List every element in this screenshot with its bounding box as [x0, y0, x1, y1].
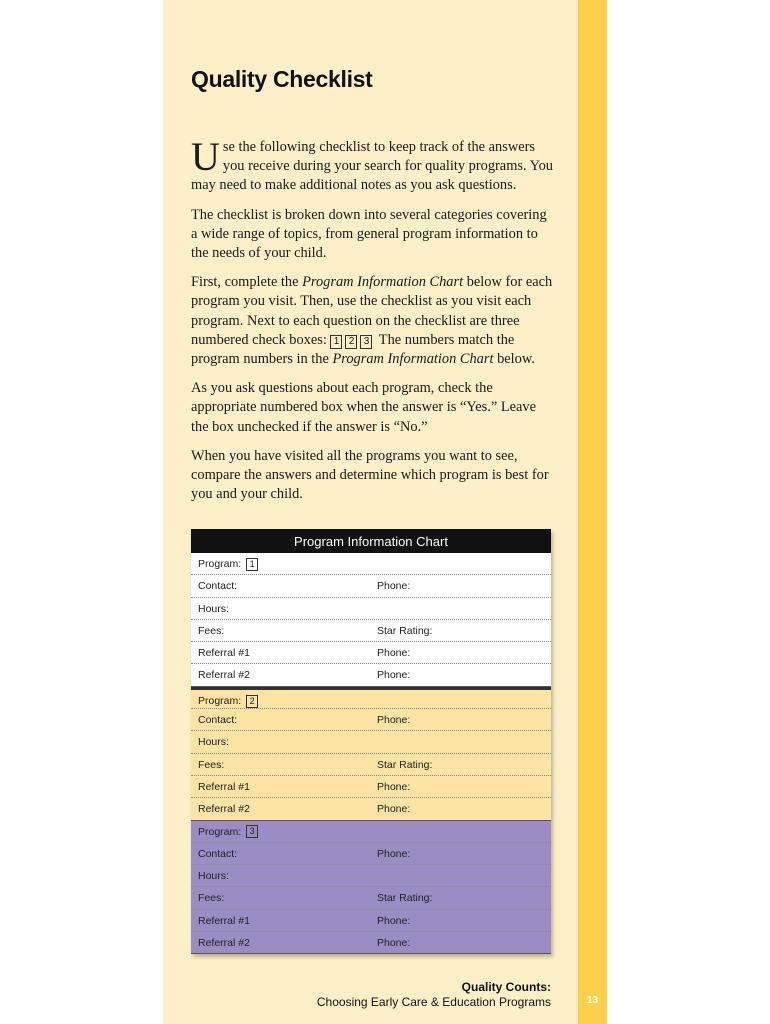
page-title: Quality Checklist [191, 66, 373, 92]
star-rating-label: Star Rating: [377, 624, 433, 637]
program-row[interactable] [191, 553, 551, 575]
p3-text-b: below for each program you visit. Then, use the checklist as you visit each program. Next to each question on the checklist are three numbered check boxes: [191, 274, 553, 348]
page-number: 13 [586, 995, 599, 1006]
fees-row[interactable] [191, 620, 551, 642]
p3-text-c: The numbers match the program numbers in the [191, 331, 515, 368]
referral-2-label: Referral #2 [198, 937, 250, 950]
intro-paragraph-3 [191, 273, 556, 369]
referral-2-row[interactable] [191, 932, 551, 954]
hours-label: Hours: [198, 602, 229, 615]
phone-label: Phone: [377, 647, 411, 660]
contact-label: Contact: [198, 714, 238, 727]
referral-1-row[interactable] [191, 776, 551, 798]
fees-label: Fees: [198, 892, 225, 905]
hours-row[interactable] [191, 598, 551, 620]
star-rating-label: Star Rating: [377, 892, 433, 905]
phone-label: Phone: [377, 580, 411, 593]
contact-row[interactable] [191, 575, 551, 597]
fees-row[interactable] [191, 754, 551, 776]
phone-label: Phone: [377, 847, 411, 860]
check-box-2: 2 [345, 335, 357, 349]
p3-text-d: below. [493, 351, 535, 368]
program-label: Program: [198, 694, 242, 707]
intro-paragraph-4: As you ask questions about each program, check the appropriate numbered box when the answer is “Yes.” Leave the box unchecked if the answer is “No.” [191, 380, 536, 435]
hours-row[interactable] [191, 731, 551, 753]
intro-text [191, 134, 556, 514]
phone-label: Phone: [377, 803, 411, 816]
chart-title: Program Information Chart [191, 529, 551, 553]
program-group-3 [191, 821, 551, 955]
phone-label: Phone: [377, 714, 411, 727]
contact-label: Contact: [198, 847, 238, 860]
footer [317, 980, 551, 1010]
referral-1-row[interactable] [191, 642, 551, 664]
contact-row[interactable] [191, 709, 551, 731]
program-label: Program: [198, 558, 242, 570]
referral-1-row[interactable] [191, 910, 551, 932]
referral-2-row[interactable] [191, 798, 551, 820]
program-row[interactable] [191, 821, 551, 843]
referral-2-label: Referral #2 [198, 669, 250, 682]
program-group-1 [191, 553, 551, 687]
contact-row[interactable] [191, 843, 551, 865]
referral-2-row[interactable] [191, 664, 551, 686]
star-rating-label: Star Rating: [377, 758, 433, 771]
intro-paragraph-1 [191, 134, 556, 196]
referral-2-label: Referral #2 [198, 803, 250, 816]
fees-row[interactable] [191, 887, 551, 909]
intro-paragraph-1-text: se the following checklist to keep track of the answers you receive during your search for quality programs. You may need to make additional notes as you ask questions. [191, 139, 553, 194]
program-number-box: 1 [246, 558, 258, 571]
intro-paragraph-5: When you have visited all the programs you want to see, compare the answers and determine which program is best for you and your child. [191, 447, 549, 503]
program-row[interactable] [191, 687, 551, 709]
p3-text-a: First, complete the [191, 274, 303, 291]
fees-label: Fees: [198, 624, 225, 637]
hours-label: Hours: [198, 736, 229, 749]
program-number-box: 3 [246, 825, 258, 838]
program-information-chart [191, 529, 551, 954]
phone-label: Phone: [377, 937, 411, 950]
fees-label: Fees: [198, 758, 225, 771]
program-number-box: 2 [246, 695, 258, 708]
check-box-3: 3 [360, 335, 372, 349]
footer-series-title: Quality Counts: [461, 980, 551, 994]
phone-label: Phone: [377, 914, 411, 927]
phone-label: Phone: [377, 780, 411, 793]
contact-label: Contact: [198, 580, 238, 593]
referral-1-label: Referral #1 [198, 780, 250, 793]
p3-chart-name-1: Program Information Chart [302, 274, 464, 291]
program-group-2 [191, 687, 551, 821]
phone-label: Phone: [377, 669, 411, 682]
check-box-1: 1 [330, 335, 342, 349]
side-tab-strip [578, 0, 607, 1024]
referral-1-label: Referral #1 [198, 914, 250, 927]
referral-1-label: Referral #1 [198, 647, 250, 660]
hours-label: Hours: [198, 870, 229, 883]
p3-chart-name-2: Program Information Chart [332, 351, 494, 368]
drop-cap: U [191, 134, 220, 179]
intro-paragraph-2: The checklist is broken down into several categories covering a wide range of topics, from general program information to the needs of your child. [191, 206, 547, 262]
program-label: Program: [198, 825, 242, 838]
hours-row[interactable] [191, 865, 551, 887]
footer-publication-title: Choosing Early Care & Education Programs [316, 995, 551, 1009]
